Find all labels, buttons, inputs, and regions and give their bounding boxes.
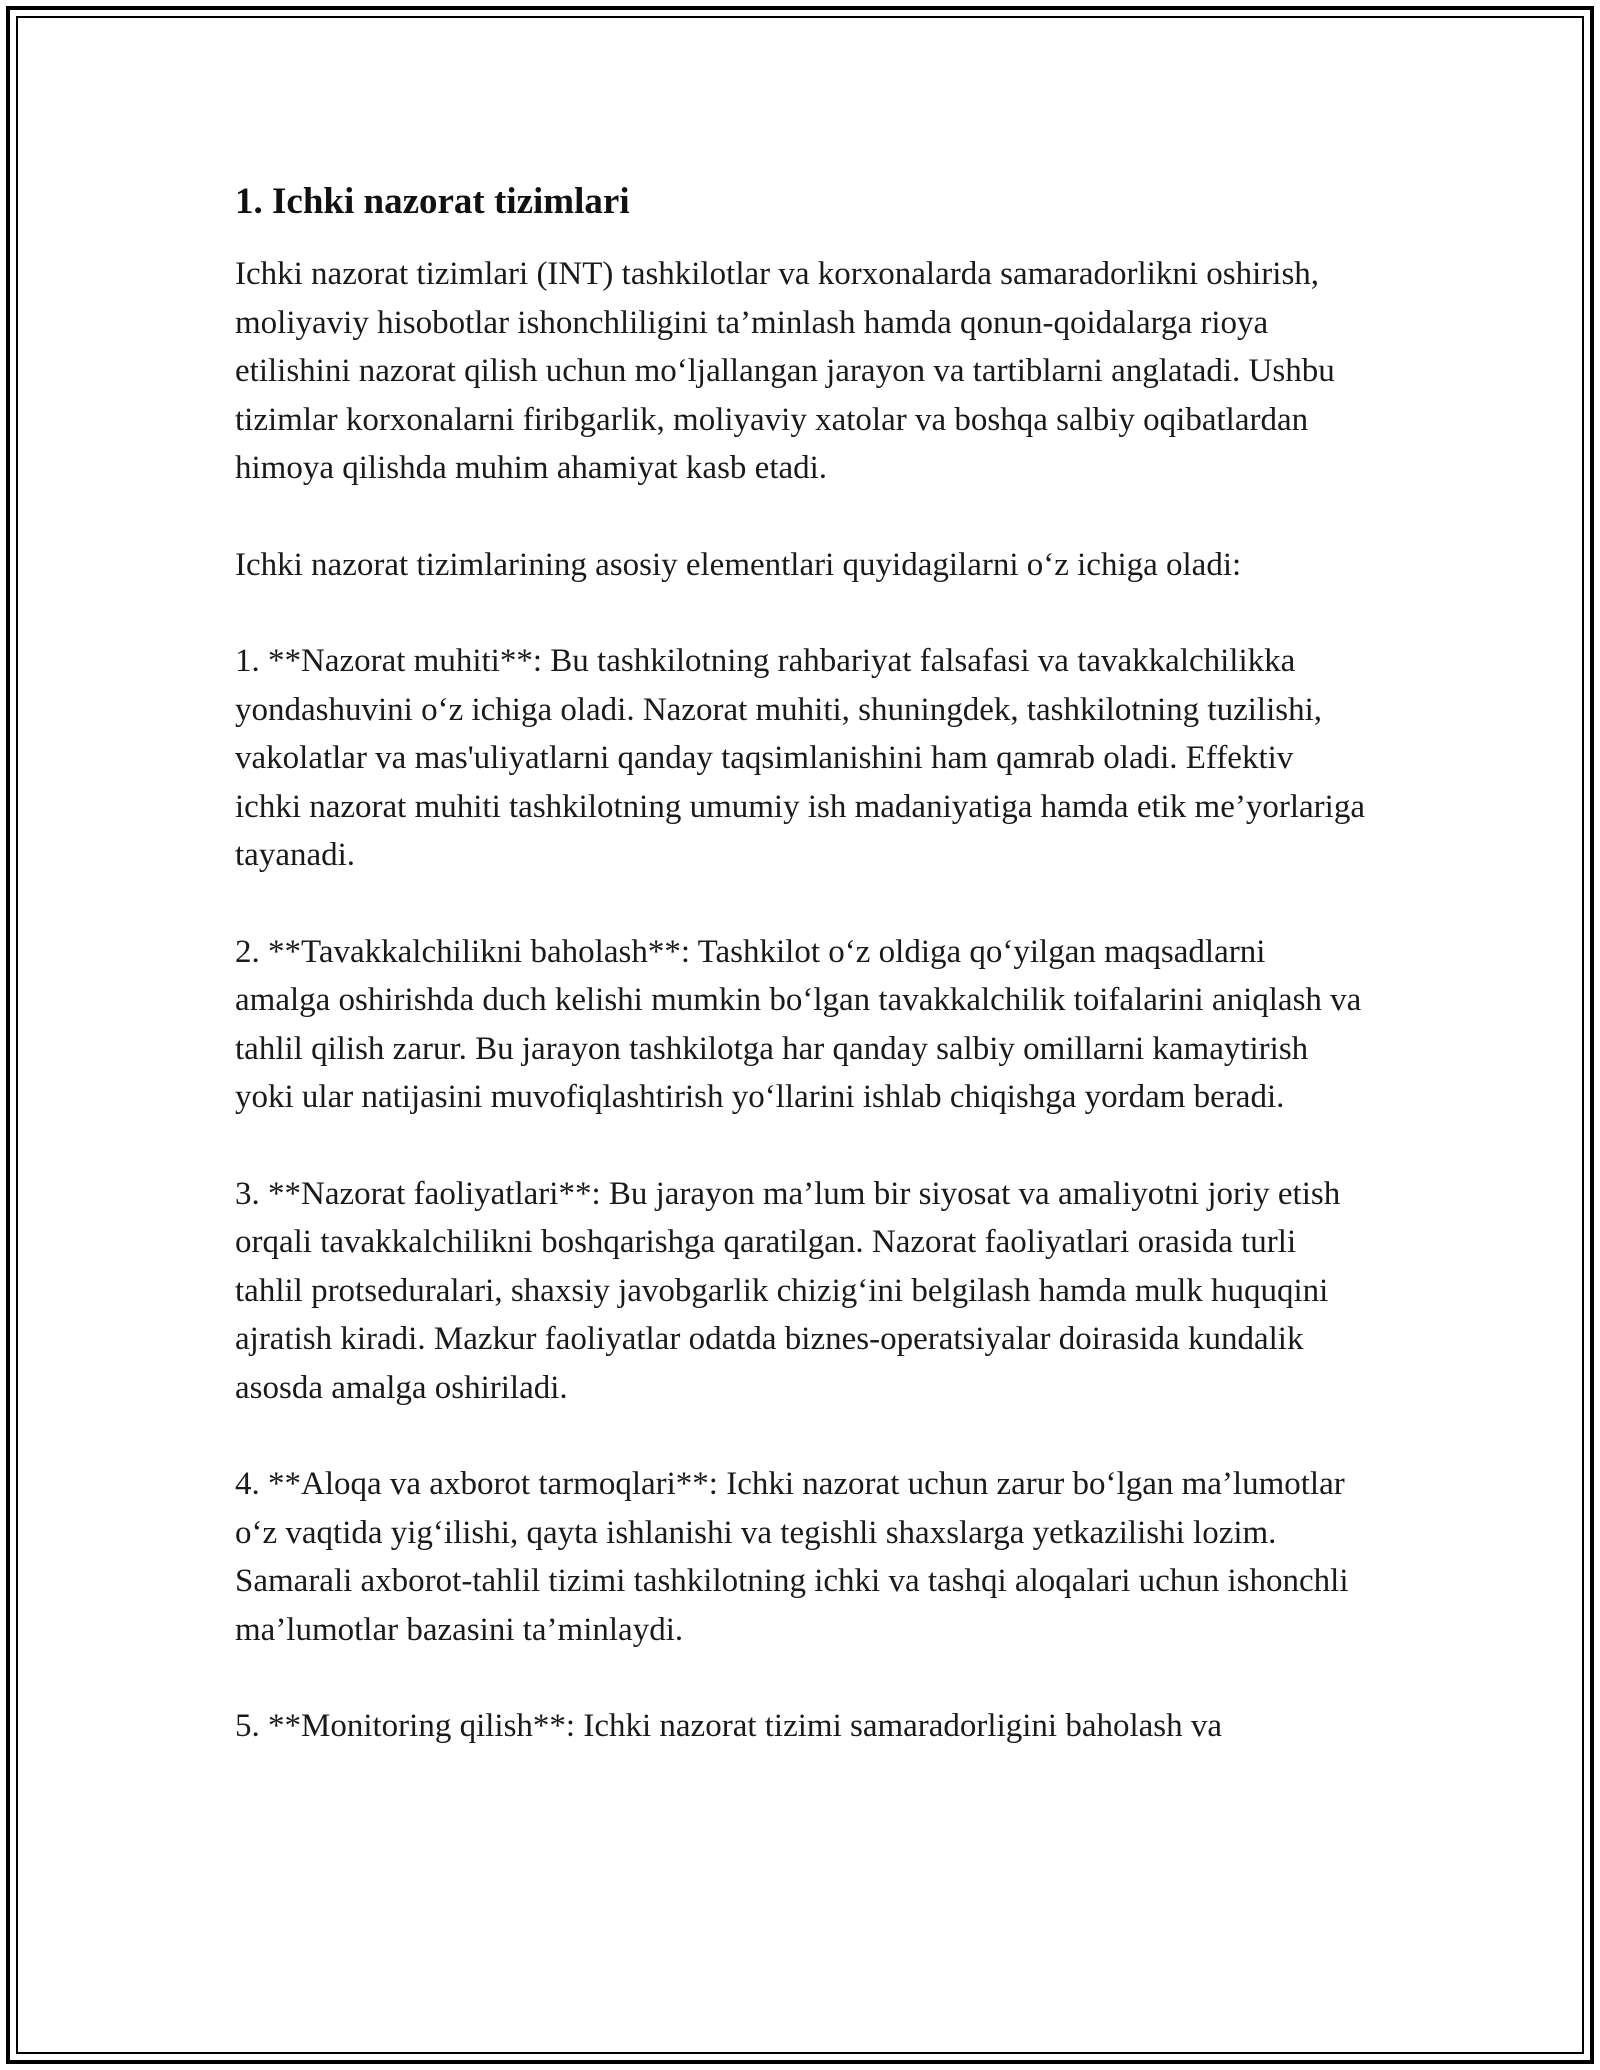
list-item-control-activities: 3. **Nazorat faoliyatlari**: Bu jarayon ma’lum bir siyosat va amaliyotni joriy etish orqali tavakkalchilikni boshqarishga qaratilgan. Nazorat faoliyatlari orasida turli tahlil protseduralari, shaxsiy javobgarlik chizig‘ini belgilash hamda mulk huquqini ajratish kiradi. Mazkur faoliyatlar odatda biznes-operatsiyalar doirasida kundalik asosda amalga oshiriladi.	[235, 1175, 1341, 1406]
section-heading: 1. Ichki nazorat tizimlari	[235, 181, 630, 222]
paragraph-elements-lead: Ichki nazorat tizimlarining asosiy elementlari quyidagilarni o‘z ichiga oladi:	[235, 546, 1242, 583]
list-item-monitoring: 5. **Monitoring qilish**: Ichki nazorat tizimi samaradorligini baholash va	[235, 1708, 1223, 1745]
list-item-risk-assessment: 2. **Tavakkalchilikni baholash**: Tashkilot o‘z oldiga qo‘yilgan maqsadlarni amalga oshirishda duch kelishi mumkin bo‘lgan tavakkalchilik toifalarini aniqlash va tahlil qilish zarur. Bu jarayon tashkilotga har qanday salbiy omillarni kamaytirish yoki ular natijasini muvofiqlashtirish yo‘llarini ishlab chiqishga yordam beradi.	[235, 933, 1362, 1116]
paragraph-intro: Ichki nazorat tizimlari (INT) tashkilotlar va korxonalarda samaradorlikni oshirish, moliyaviy hisobotlar ishonchliligini ta’minlash hamda qonun-qoidalarga rioya etilishini nazorat qilish uchun mo‘ljallangan jarayon va tartiblarni anglatadi. Ushbu tizimlar korxonalarni firibgarlik, moliyaviy xatolar va boshqa salbiy oqibatlardan himoya qilishda muhim ahamiyat kasb etadi.	[235, 256, 1335, 487]
list-item-control-environment: 1. **Nazorat muhiti**: Bu tashkilotning rahbariyat falsafasi va tavakkalchilikka yondashuvini o‘z ichiga oladi. Nazorat muhiti, shuningdek, tashkilotning tuzilishi, vakolatlar va mas'uliyatlarni qanday taqsimlanishini ham qamrab oladi. Effektiv ichki nazorat muhiti tashkilotning umumiy ish madaniyatiga hamda etik me’yorlariga tayanadi.	[235, 643, 1365, 874]
list-item-information-communication: 4. **Aloqa va axborot tarmoqlari**: Ichki nazorat uchun zarur bo‘lgan ma’lumotlar o‘z vaqtida yig‘ilishi, qayta ishlanishi va tegishli shaxslarga yetkazilishi lozim. Samarali axborot-tahlil tizimi tashkilotning ichki va tashqi aloqalari uchun ishonchli ma’lumotlar bazasini ta’minlaydi.	[235, 1466, 1349, 1648]
document-body	[235, 180, 1365, 1799]
